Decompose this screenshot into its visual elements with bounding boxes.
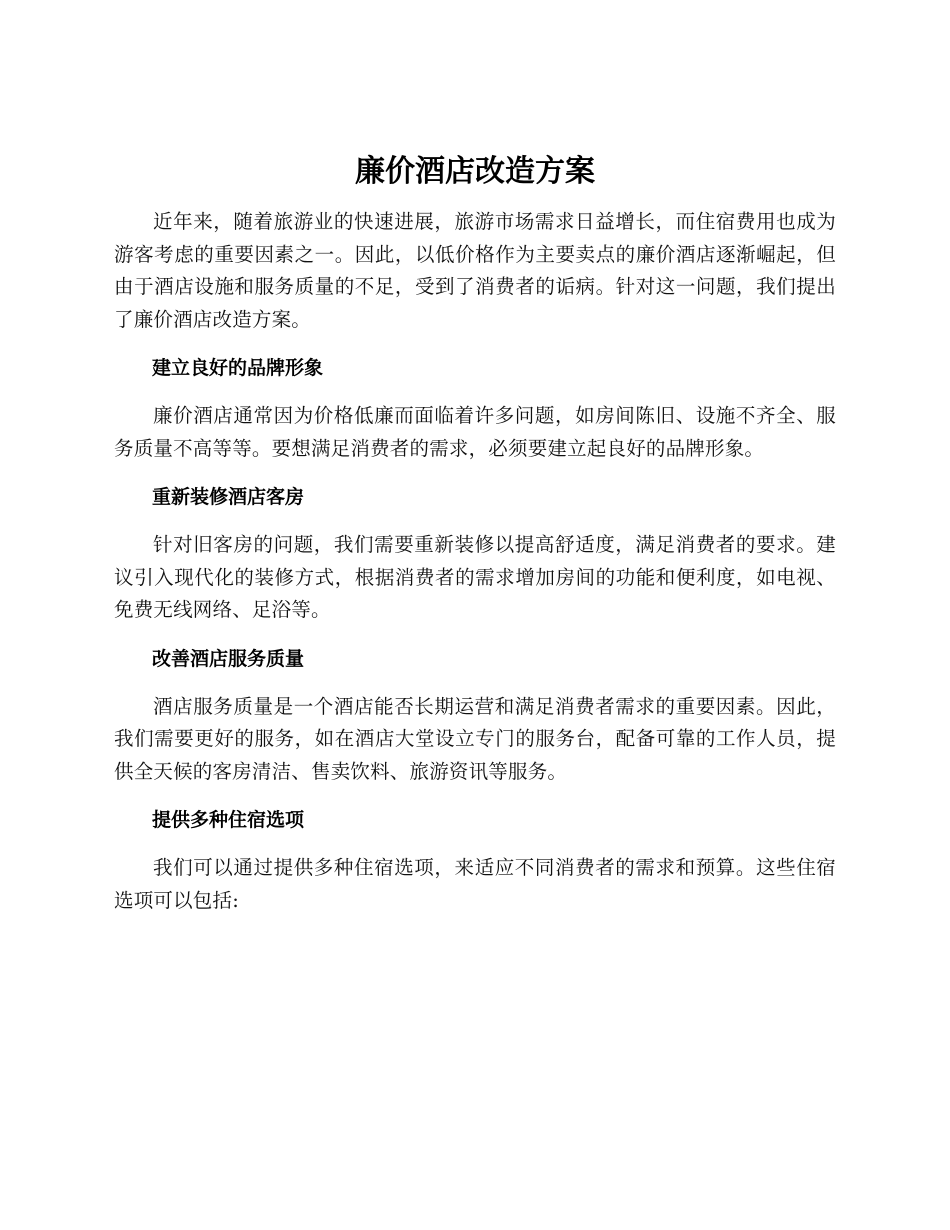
section-heading-options: 提供多种住宿选项: [152, 809, 305, 831]
document-title: 廉价酒店改造方案: [355, 154, 595, 189]
document-body: [114, 150, 836, 933]
section-paragraph-brand: 廉价酒店通常因为价格低廉而面临着许多问题，如房间陈旧、设施不齐全、服务质量不高等等。要想满足消费者的需求，必须要建立起良好的品牌形象。: [114, 404, 836, 460]
section-paragraph-renovation: 针对旧客房的问题，我们需要重新装修以提高舒适度，满足消费者的要求。建议引入现代化的装修方式，根据消费者的需求增加房间的功能和便利度，如电视、免费无线网络、足浴等。: [114, 533, 836, 621]
section-heading-service: 改善酒店服务质量: [152, 647, 305, 670]
section-heading-brand: 建立良好的品牌形象: [152, 357, 324, 379]
section-paragraph-service: 酒店服务质量是一个酒店能否长期运营和满足消费者需求的重要因素。因此，我们需要更好的服务，如在酒店大堂设立专门的服务台，配备可靠的工作人员，提供全天候的客房清洁、售卖饮料、旅游资讯等服务。: [114, 694, 836, 783]
section-heading-renovation: 重新装修酒店客房: [152, 486, 305, 508]
section-paragraph-options: 我们可以通过提供多种住宿选项，来适应不同消费者的需求和预算。这些住宿选项可以包括:: [114, 856, 836, 912]
intro-paragraph: 近年来，随着旅游业的快速进展，旅游市场需求日益增长，而住宿费用也成为游客考虑的重要因素之一。因此，以低价格作为主要卖点的廉价酒店逐渐崛起，但由于酒店设施和服务质量的不足，受到了消费者的诟病。针对这一问题，我们提出了廉价酒店改造方案。: [114, 210, 836, 331]
